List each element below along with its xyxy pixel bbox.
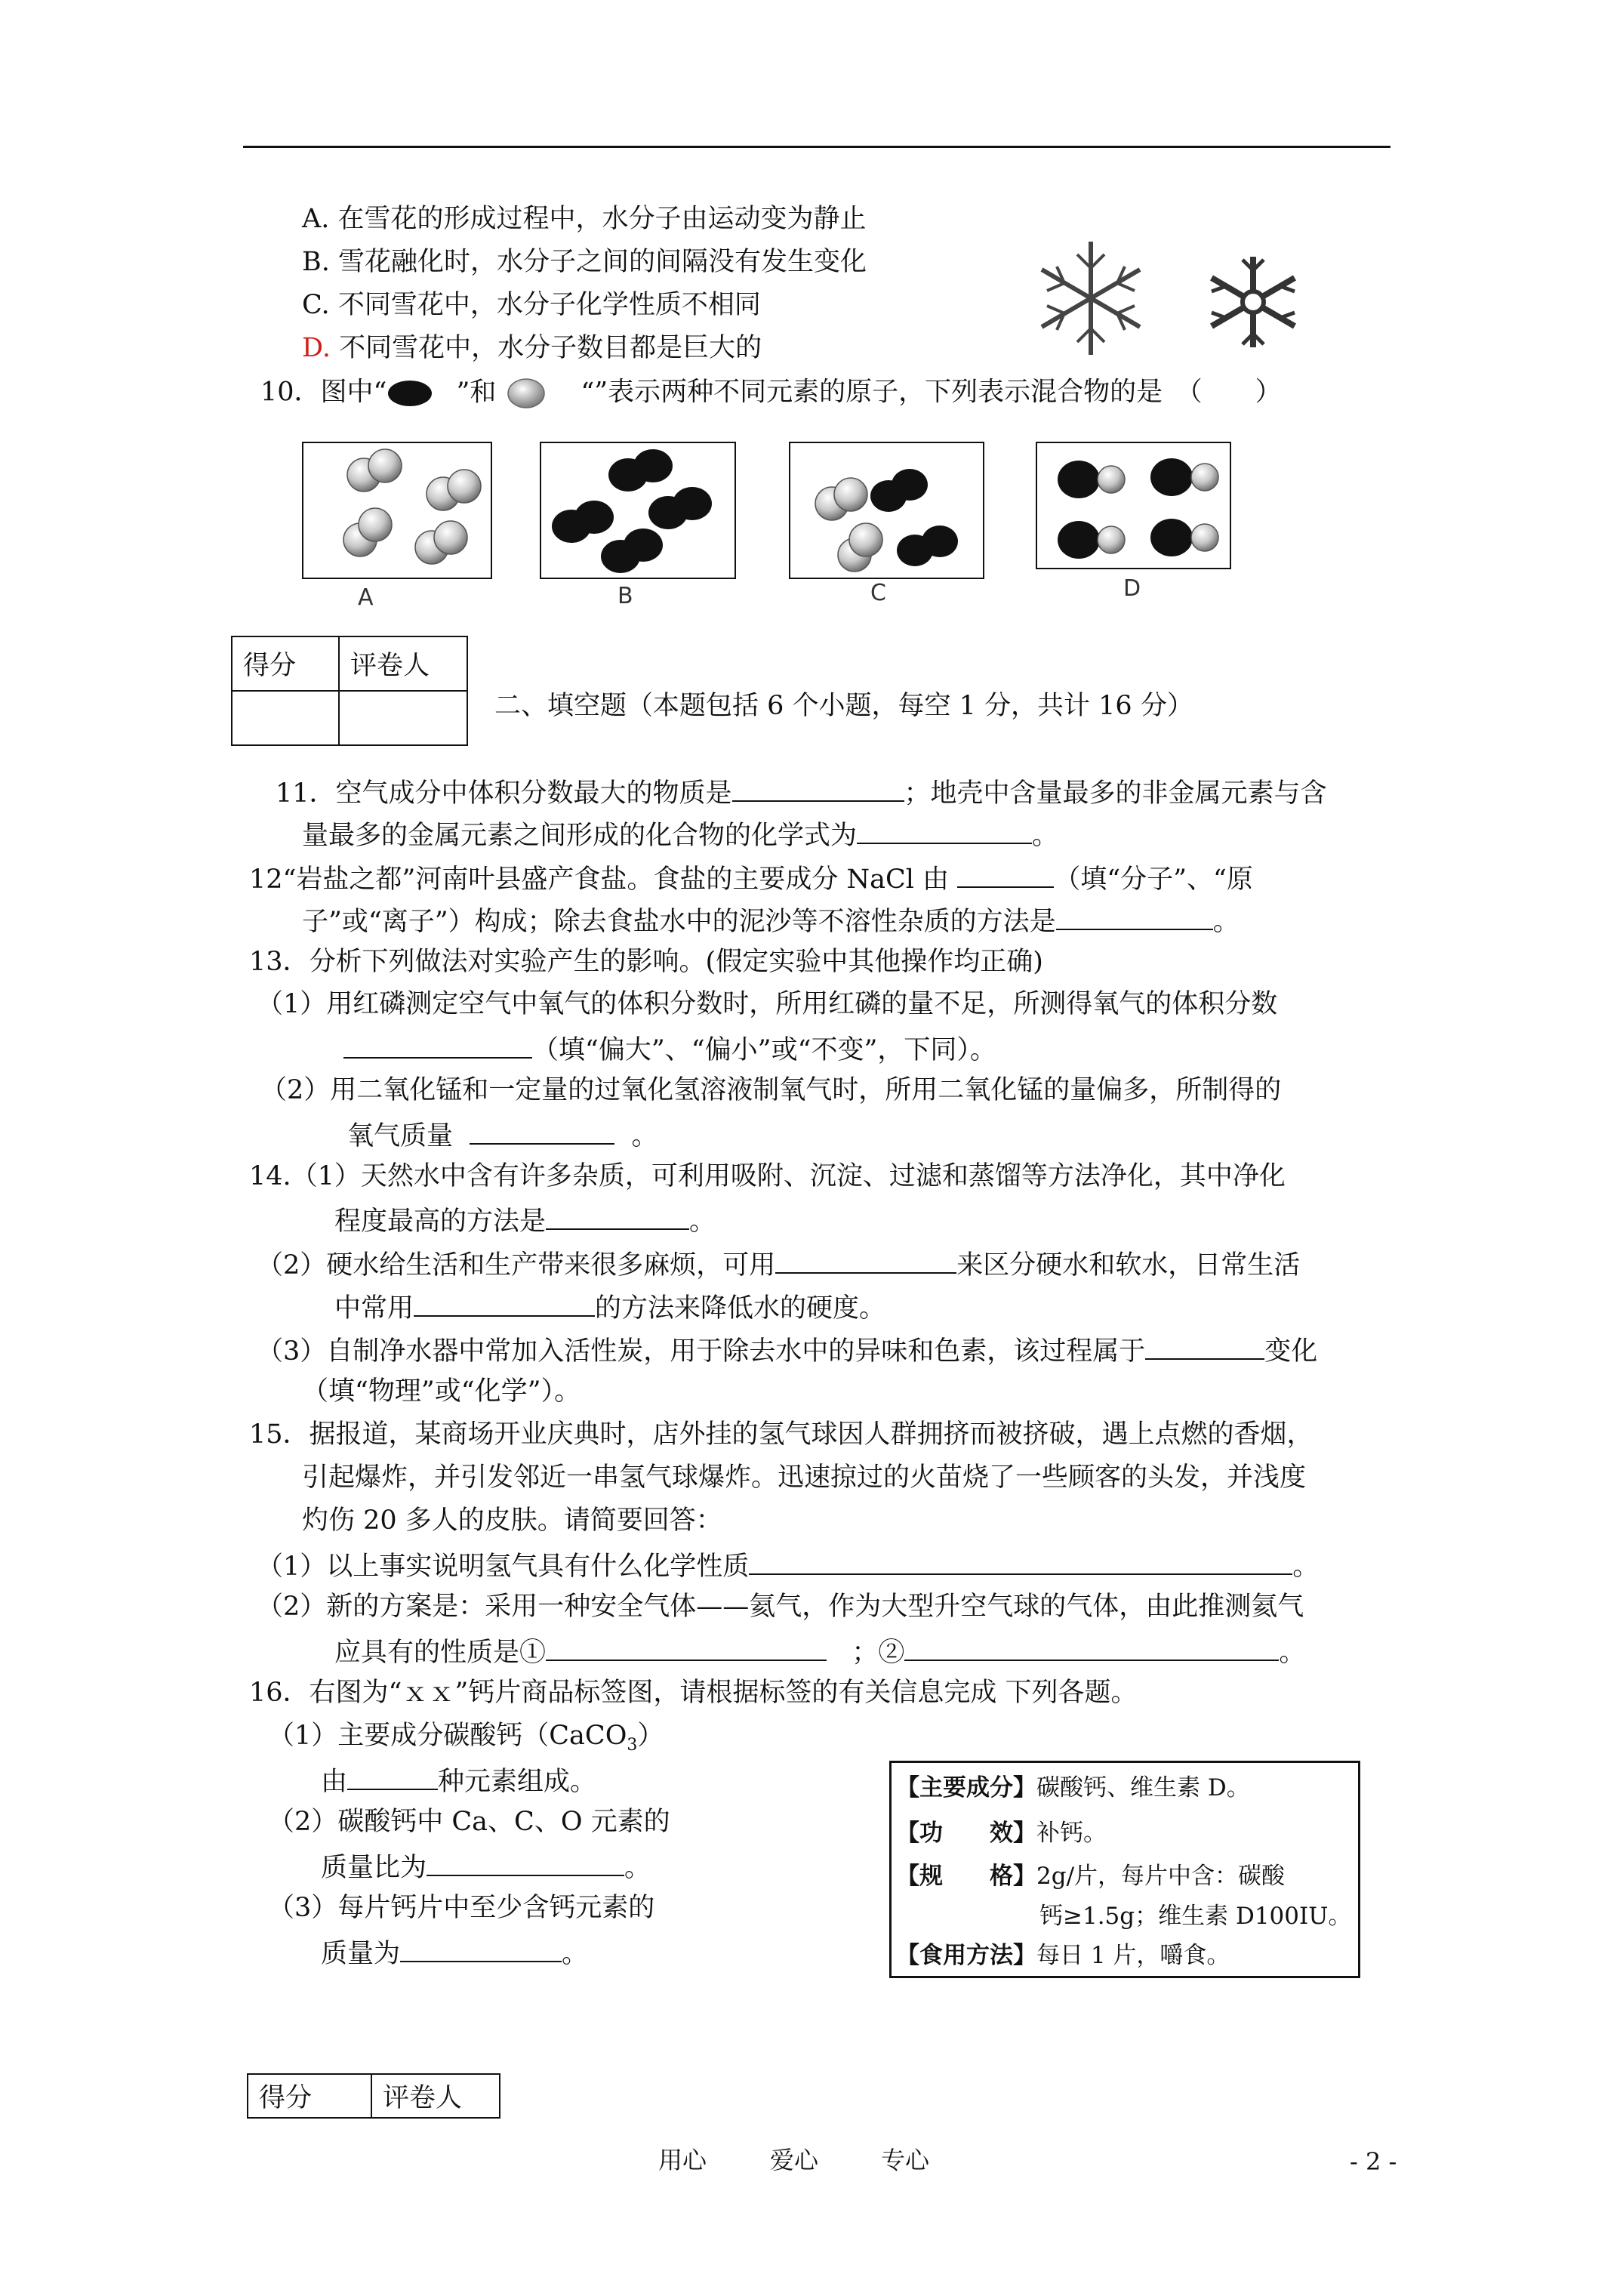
q12-line2: 子”或“离子”）构成；除去食盐水中的泥沙等不溶性杂质的方法是 。 xyxy=(302,907,1240,937)
label-row-spec: 【规 格】2g/片，每片中含：碳酸 xyxy=(896,1863,1286,1890)
q11-blank-2[interactable] xyxy=(857,820,1032,844)
q9-option-d: D. 不同雪花中，水分子数目都是巨大的 xyxy=(302,333,762,363)
q12-blank-2[interactable] xyxy=(1056,906,1213,930)
q15-line3: 灼伤 20 多人的皮肤。请简要回答： xyxy=(302,1505,722,1536)
gray-atom-icon xyxy=(507,378,546,408)
q15-line1: 15．据报道，某商场开业庆典时，店外挂的氢气球因人群拥挤而被挤破，遇上点燃的香烟， xyxy=(249,1419,1313,1450)
q13-blank-1[interactable] xyxy=(343,1034,532,1059)
q15-blank-3[interactable] xyxy=(904,1637,1279,1661)
q14-blank-3[interactable] xyxy=(414,1293,595,1317)
q16-blank-1[interactable] xyxy=(347,1766,438,1790)
q14-part2-line2: 中常用 的方法来降低水的硬度。 xyxy=(334,1293,886,1324)
label-row-spec-line2: 钙≥1.5g；维生素 D100IU。 xyxy=(1039,1903,1352,1930)
score-label: 得分 xyxy=(232,636,339,691)
q9-option-c: C. 不同雪花中，水分子化学性质不相同 xyxy=(302,290,761,320)
q16-blank-2[interactable] xyxy=(427,1852,624,1876)
q16-title: 16．右图为“ｘｘ”钙片商品标签图，请根据标签的有关信息完成 下列各题。 xyxy=(249,1678,1138,1708)
molecule-box-a xyxy=(302,442,492,579)
q12-blank-1[interactable] xyxy=(957,864,1054,888)
q15-part2: （2）新的方案是：采用一种安全气体——氦气，作为大型升空气球的气体，由此推测氦气 xyxy=(257,1592,1304,1622)
footer-text-3: 专心 xyxy=(881,2146,930,2174)
q13-title: 13．分析下列做法对实验产生的影响。(假定实验中其他操作均正确) xyxy=(249,947,1043,977)
q14-blank-1[interactable] xyxy=(546,1206,689,1230)
footer-text-1: 用心 xyxy=(658,2146,707,2174)
q15-blank-2[interactable] xyxy=(546,1637,827,1661)
molecule-box-c xyxy=(789,442,984,579)
figure-label-d: D xyxy=(1123,575,1141,602)
q15-line2: 引起爆炸，并引发邻近一串氢气球爆炸。迅速掠过的火苗烧了一些顾客的头发，并浅度 xyxy=(302,1462,1307,1493)
grader-label: 评卷人 xyxy=(339,636,467,691)
score-label-2: 得分 xyxy=(248,2074,371,2118)
q11-line1: 11．空气成分中体积分数最大的物质是 ；地壳中含量最多的非金属元素与含 xyxy=(276,778,1327,809)
snowflake-image-2 xyxy=(1193,249,1313,355)
q16-part3: （3）每片钙片中至少含钙元素的 xyxy=(268,1893,655,1923)
score-table-section2 xyxy=(231,636,468,746)
q9-option-b: B. 雪花融化时，水分子之间的间隔没有发生变化 xyxy=(302,247,867,277)
q14-part1: 14.（1）天然水中含有许多杂质，可利用吸附、沉淀、过滤和蒸馏等方法净化，其中净化 xyxy=(249,1161,1286,1191)
molecule-box-d xyxy=(1036,442,1231,569)
q16-part2: （2）碳酸钙中 Ca、C、O 元素的 xyxy=(268,1807,670,1837)
score-table-section3 xyxy=(247,2073,500,2119)
q12-line1: 12“岩盐之都”河南叶县盛产食盐。食盐的主要成分 NaCl 由 （填“分子”、“原 xyxy=(249,864,1253,895)
q9-option-a: A. 在雪花的形成过程中，水分子由运动变为静止 xyxy=(302,204,867,234)
figure-label-b: B xyxy=(617,583,633,609)
q11-blank-1[interactable] xyxy=(732,778,904,802)
q16-blank-3[interactable] xyxy=(400,1938,562,1962)
q14-part3: （3）自制净水器中常加入活性炭，用于除去水中的异味和色素，该过程属于 变化 xyxy=(257,1336,1318,1367)
label-row-usage: 【食用方法】每日 1 片，嚼食。 xyxy=(896,1942,1230,1969)
page-number: - 2 - xyxy=(1350,2147,1397,2176)
q14-part1-line2: 程度最高的方法是 。 xyxy=(334,1207,716,1237)
footer-text-2: 爱心 xyxy=(770,2146,819,2174)
grader-label-2: 评卷人 xyxy=(371,2074,500,2118)
snowflake-image-1 xyxy=(1034,234,1147,362)
label-row-effect: 【功 效】补钙。 xyxy=(896,1820,1107,1847)
q11-line2: 量最多的金属元素之间形成的化合物的化学式为 。 xyxy=(302,821,1059,851)
q15-part2-line2: 应具有的性质是① ；② 。 xyxy=(334,1638,1306,1668)
q14-part2: （2）硬水给生活和生产带来很多麻烦，可用 来区分硬水和软水，日常生活 xyxy=(257,1250,1301,1281)
figure-label-a: A xyxy=(358,584,374,611)
q13-part1-line2: （填“偏大”、“偏小”或“不变”，下同）。 xyxy=(343,1034,996,1064)
q14-blank-4[interactable] xyxy=(1145,1336,1264,1360)
q14-part3-line2: （填“物理”或“化学”）。 xyxy=(302,1376,581,1407)
section2-title: 二、填空题（本题包括 6 个小题，每空 1 分，共计 16 分） xyxy=(494,691,1193,721)
q14-blank-2[interactable] xyxy=(775,1250,956,1274)
q13-part1: （1）用红磷测定空气中氧气的体积分数时，所用红磷的量不足，所测得氧气的体积分数 xyxy=(257,989,1278,1019)
header-rule xyxy=(243,146,1390,148)
q15-part1: （1）以上事实说明氢气具有什么化学性质 。 xyxy=(257,1552,1320,1582)
q16-part2-line2: 质量比为 。 xyxy=(321,1853,651,1883)
q16-part1-line2: 由 种元素组成。 xyxy=(321,1767,597,1797)
black-atom-icon xyxy=(387,380,433,407)
molecule-box-b xyxy=(540,442,736,579)
product-label-box xyxy=(889,1761,1360,1978)
q15-blank-1[interactable] xyxy=(749,1551,1292,1575)
score-cell[interactable] xyxy=(232,691,339,745)
label-row-ingredients: 【主要成分】碳酸钙、维生素 D。 xyxy=(896,1774,1250,1801)
q10-stem: 10．图中“ ”和 “”表示两种不同元素的原子，下列表示混合物的是 （ ） xyxy=(260,377,1282,408)
figure-label-c: C xyxy=(870,580,886,606)
grader-cell[interactable] xyxy=(339,691,467,745)
q13-part2-line2: 氧气质量 。 xyxy=(347,1121,658,1151)
q13-blank-2[interactable] xyxy=(470,1120,614,1145)
q13-part2: （2）用二氧化锰和一定量的过氧化氢溶液制氧气时，所用二氧化锰的量偏多，所制得的 xyxy=(260,1075,1282,1105)
q16-part1: （1）主要成分碳酸钙（CaCO$_3$） xyxy=(268,1721,664,1755)
q16-part3-line2: 质量为 。 xyxy=(321,1939,589,1969)
